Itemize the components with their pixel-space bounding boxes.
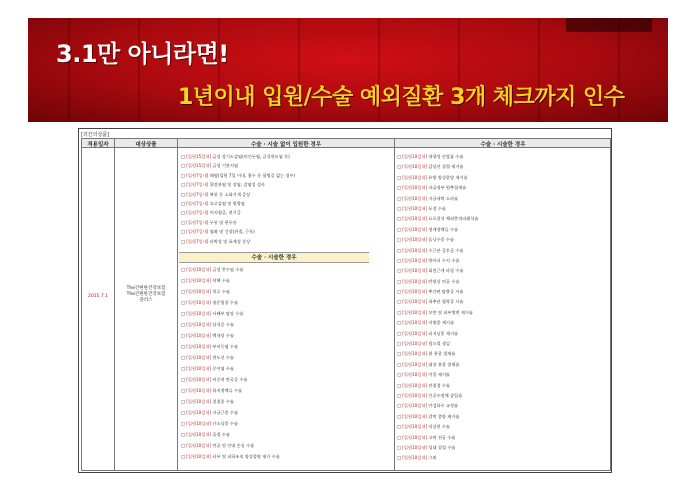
checkbox-icon: □ <box>397 413 403 419</box>
list-item <box>397 235 609 245</box>
checkbox-icon: □ <box>397 455 403 461</box>
checkbox-icon: □ <box>397 372 403 378</box>
list-item <box>397 391 609 401</box>
item-text: 관절경 수술 <box>428 382 450 388</box>
list-item <box>397 381 609 391</box>
item-text: 회전근개 파열 수술 <box>428 268 464 274</box>
item-text: 모반 및 피부병변 제거술 <box>428 309 473 315</box>
checkbox-icon: □ <box>181 210 187 216</box>
checkbox-icon: □ <box>397 309 403 315</box>
item-tag: [입원7일내] <box>186 210 209 216</box>
list-item <box>397 277 609 287</box>
item-text: 염좌 및 긴장(관절, 근육) <box>209 229 255 235</box>
item-text: 림프절 생검 <box>428 341 450 347</box>
checkbox-icon: □ <box>181 182 187 188</box>
item-tag: [입원10일내] <box>186 432 212 437</box>
list-item <box>397 173 609 183</box>
item-text: 연골 및 인대 손상 수술 <box>212 443 255 448</box>
checkbox-icon: □ <box>397 185 403 191</box>
item-tag: [입원10일내] <box>186 454 212 459</box>
item-tag: [입원10일내] <box>186 366 212 371</box>
table-caption: [의간의상품] <box>81 132 110 138</box>
product-line: 플러스 <box>139 298 153 303</box>
checkbox-icon: □ <box>397 174 403 180</box>
item-text: 요로감염 및 방광염 <box>209 200 245 206</box>
checkbox-icon: □ <box>397 444 403 450</box>
checkbox-icon: □ <box>181 443 187 448</box>
item-tag: [입원10일내] <box>186 355 212 360</box>
item-text: 두통 및 편두통 <box>209 219 237 225</box>
checkbox-icon: □ <box>181 410 187 415</box>
checkbox-icon: □ <box>181 191 187 197</box>
checkbox-icon: □ <box>181 311 187 316</box>
item-tag: [입원10일내] <box>402 330 428 336</box>
item-tag: [입원10일내] <box>402 361 428 367</box>
surgery-subheading: 수술 · 시술한 경우 <box>179 252 369 263</box>
checkbox-icon: □ <box>397 330 403 336</box>
list-item <box>397 297 609 307</box>
list-item <box>181 199 391 208</box>
item-tag: [입원10일내] <box>186 311 212 316</box>
item-text: 요로결석 체외충격파쇄석술 <box>428 216 479 222</box>
checkbox-icon: □ <box>397 205 403 211</box>
list-item <box>181 190 391 199</box>
item-tag: [입원10일내] <box>402 455 428 461</box>
item-text: 백내장 수술 <box>212 333 234 338</box>
checkbox-icon: □ <box>397 216 403 222</box>
checkbox-icon: □ <box>181 278 187 283</box>
checkbox-icon: □ <box>397 257 403 263</box>
item-text: 반월상 연골 수술 <box>428 278 460 284</box>
item-tag: [입원10일내] <box>402 216 428 222</box>
item-text: 포경 수술 <box>428 205 446 211</box>
item-text: 내향성 손발톱 수술 <box>428 154 464 159</box>
list-item <box>397 443 609 453</box>
item-text: 유방 양성종양 제거술 <box>428 174 468 180</box>
checkbox-icon: □ <box>397 392 403 398</box>
checkbox-icon: □ <box>397 361 403 367</box>
checkbox-icon: □ <box>181 322 187 327</box>
list-item <box>181 152 391 161</box>
item-tag: [입원10일내] <box>402 226 428 232</box>
item-text: 음낭수종 수술 <box>428 237 455 243</box>
list-item <box>181 180 391 189</box>
item-text: 안검하수 교정술 <box>428 403 459 409</box>
checkbox-icon: □ <box>181 344 187 349</box>
checkbox-icon: □ <box>397 382 403 388</box>
item-tag: [입원10일내] <box>402 341 428 347</box>
item-text: 하지정맥류 수술 <box>212 388 243 393</box>
item-text: 서혜부 탈장 수술 <box>212 311 244 316</box>
checkbox-icon: □ <box>181 289 187 294</box>
item-tag: [입원10일내] <box>186 333 212 338</box>
item-tag: [입원10일내] <box>402 268 428 274</box>
item-tag: [입원10일내] <box>402 392 428 398</box>
checkbox-icon: □ <box>181 267 187 272</box>
list-item <box>181 309 391 320</box>
item-tag: [입원7일내] <box>186 229 209 235</box>
checkbox-icon: □ <box>397 237 403 243</box>
checkbox-icon: □ <box>181 333 187 338</box>
item-tag: [입원10일내] <box>402 205 428 211</box>
item-text: 치핵 수술 <box>212 278 230 283</box>
list-item <box>181 397 391 408</box>
checkbox-icon: □ <box>397 341 403 347</box>
item-text: 익상편 수술 <box>428 424 450 430</box>
list-item <box>397 433 609 443</box>
checkbox-icon: □ <box>181 154 187 159</box>
product-line: The간편한건강보험 <box>126 286 166 291</box>
apply-date: 2015.7.1 <box>87 294 109 299</box>
checkbox-icon: □ <box>181 421 187 426</box>
checkbox-icon: □ <box>181 172 187 178</box>
item-tag: [입원15일내] <box>186 154 212 159</box>
item-tag: [입원10일내] <box>402 154 428 159</box>
item-text: 인공수정체 삽입술 <box>428 392 463 398</box>
item-tag: [입원10일내] <box>186 278 212 283</box>
item-tag: [입원10일내] <box>402 444 428 450</box>
item-tag: [입원10일내] <box>402 403 428 409</box>
checkbox-icon: □ <box>397 403 403 409</box>
list-item <box>397 194 609 204</box>
checkbox-icon: □ <box>397 351 403 357</box>
banner-title-line1: 3.1만 아니라면! <box>56 40 229 68</box>
item-tag: [입원10일내] <box>402 424 428 430</box>
list-item <box>181 430 391 441</box>
item-text: 대장 용종 절제술 <box>428 361 460 367</box>
checkbox-icon: □ <box>181 355 187 360</box>
item-tag: [입원7일내] <box>186 191 209 197</box>
item-text: 수근관 증후군 수술 <box>428 247 464 253</box>
checkbox-icon: □ <box>397 164 403 170</box>
item-tag: [입원10일내] <box>186 267 212 272</box>
item-tag: [입원10일내] <box>186 289 212 294</box>
item-tag: [입원10일내] <box>186 300 212 305</box>
item-tag: [입원10일내] <box>402 185 428 191</box>
item-text: 피지낭종 제거술 <box>428 330 459 336</box>
list-item <box>397 225 609 235</box>
checkbox-icon: □ <box>397 278 403 284</box>
list-item <box>181 171 391 180</box>
checkbox-icon: □ <box>397 424 403 430</box>
list-item <box>181 452 391 463</box>
item-text: 정계정맥류 수술 <box>428 226 459 232</box>
item-text: 자궁근종 수술 <box>212 410 239 415</box>
item-tag: [입원10일내] <box>402 164 428 170</box>
list-item <box>397 256 609 266</box>
product-line: The간편한건강보험 <box>126 292 166 297</box>
list-item <box>181 375 391 386</box>
list-item <box>181 237 391 246</box>
item-tag: [입원10일내] <box>186 443 212 448</box>
list-item <box>181 161 391 170</box>
checkbox-icon: □ <box>181 388 187 393</box>
item-text: 결절종 수술 <box>212 399 234 404</box>
item-text: 피부 및 피하조직 양성종양 제거 수술 <box>212 454 280 459</box>
list-item <box>181 208 391 217</box>
product-names <box>116 286 176 304</box>
checkbox-icon: □ <box>397 195 403 201</box>
list-item <box>181 419 391 430</box>
list-item <box>181 265 391 276</box>
checkbox-icon: □ <box>397 268 403 274</box>
checkbox-icon: □ <box>181 219 187 225</box>
checkbox-icon: □ <box>181 377 187 382</box>
item-tag: [입원10일내] <box>402 382 428 388</box>
item-text: 급성 기관지염 <box>212 163 239 169</box>
item-tag: [입원10일내] <box>402 434 428 440</box>
item-tag: [입원15일내] <box>186 163 212 169</box>
item-tag: [입원10일내] <box>402 309 428 315</box>
checkbox-icon: □ <box>397 247 403 253</box>
header-surgery: 수술 · 시술한 경우 <box>480 142 526 148</box>
list-item <box>397 349 609 359</box>
list-item <box>397 214 609 224</box>
item-text: 위장관염 및 장염, 감염성 설사 <box>209 182 265 188</box>
title-banner <box>28 18 668 122</box>
item-text: 복통 등 소화기계 증상 <box>209 191 251 197</box>
checkbox-icon: □ <box>397 289 403 295</box>
checkbox-icon: □ <box>181 432 187 437</box>
item-text: 부비동염 수술 <box>212 344 239 349</box>
item-text: 그외 <box>428 455 437 461</box>
item-text: 위 용종 절제술 <box>428 351 456 357</box>
item-text: 척추관 협착증 시술 <box>428 299 464 305</box>
item-text: 비중격 만곡증 수술 <box>212 377 248 382</box>
item-tag: [입원10일내] <box>402 372 428 378</box>
table-body <box>81 148 611 471</box>
item-text: 지방종 제거술 <box>428 320 455 326</box>
list-item <box>181 331 391 342</box>
list-item <box>181 386 391 397</box>
item-text: 담석증 수술 <box>212 322 234 327</box>
item-text: 항문열창 수술 <box>212 300 239 305</box>
list-item <box>397 422 609 432</box>
list-item <box>181 298 391 309</box>
list-item <box>397 339 609 349</box>
checkbox-icon: □ <box>397 226 403 232</box>
coverage-table <box>78 128 612 473</box>
surgery-list-mid <box>181 265 391 463</box>
item-tag: [입원10일내] <box>402 257 428 263</box>
item-text: 급성 충수염 수술 <box>212 267 244 272</box>
item-text: 골절 수술 <box>212 432 230 437</box>
item-tag: [입원7일내] <box>186 238 209 244</box>
checkbox-icon: □ <box>397 434 403 440</box>
list-item <box>397 204 609 214</box>
item-tag: [입원7일내] <box>186 182 209 188</box>
item-tag: [입원10일내] <box>186 399 212 404</box>
no-surgery-list <box>181 152 391 246</box>
checkbox-icon: □ <box>397 320 403 326</box>
item-text: 폐렴(입원 7일 이내, 흉수 등 합병증 없는 경우) <box>209 172 296 178</box>
item-tag: [입원10일내] <box>186 388 212 393</box>
item-tag: [입원10일내] <box>186 344 212 349</box>
checkbox-icon: □ <box>181 229 187 235</box>
item-tag: [입원7일내] <box>186 219 209 225</box>
item-text: 성대 결절 수술 <box>428 444 456 450</box>
item-tag: [입원10일내] <box>402 195 428 201</box>
checkbox-icon: □ <box>181 366 187 371</box>
list-item <box>397 401 609 411</box>
list-item <box>397 246 609 256</box>
item-tag: [입원10일내] <box>402 289 428 295</box>
item-tag: [입원10일내] <box>402 413 428 419</box>
list-item <box>181 441 391 452</box>
item-tag: [입원10일내] <box>402 237 428 243</box>
checkbox-icon: □ <box>181 163 187 169</box>
list-item <box>397 453 609 463</box>
item-text: 어지럼증, 현기증 <box>209 210 241 216</box>
item-tag: [입원10일내] <box>402 351 428 357</box>
item-tag: [입원10일내] <box>402 278 428 284</box>
list-item <box>397 318 609 328</box>
list-item <box>181 276 391 287</box>
item-tag: [입원7일내] <box>186 200 209 206</box>
list-item <box>181 353 391 364</box>
banner-title-line2: 1년이내 입원/수술 예외질환 3개 체크까지 인수 <box>178 85 625 110</box>
checkbox-icon: □ <box>181 238 187 244</box>
checkbox-icon: □ <box>181 399 187 404</box>
list-item <box>397 287 609 297</box>
item-tag: [입원10일내] <box>402 247 428 253</box>
item-tag: [입원10일내] <box>186 421 212 426</box>
banner-corner-mark <box>566 18 652 32</box>
item-text: 치루 수술 <box>212 289 230 294</box>
list-item <box>397 183 609 193</box>
item-text: 방아쇠 수지 수술 <box>428 257 460 263</box>
item-text: 난소낭종 수술 <box>212 421 239 426</box>
item-text: 자궁경부 원추절제술 <box>428 185 467 191</box>
item-text: 이물 제거술 <box>428 372 450 378</box>
item-text: 타박상 및 표재성 손상 <box>209 238 251 244</box>
list-item <box>181 227 391 236</box>
checkbox-icon: □ <box>397 299 403 305</box>
table-header-row <box>81 138 611 148</box>
header-date: 적용일자 <box>87 142 109 148</box>
header-no-surgery: 수술 · 시술 없이 입원한 경우 <box>250 142 322 148</box>
list-item <box>397 412 609 422</box>
list-item <box>181 218 391 227</box>
item-tag: [입원10일내] <box>402 320 428 326</box>
surgery-list-right <box>397 152 609 464</box>
list-item <box>181 342 391 353</box>
item-tag: [입원10일내] <box>186 322 212 327</box>
checkbox-icon: □ <box>181 200 187 206</box>
item-tag: [입원7일내] <box>186 172 209 178</box>
checkbox-icon: □ <box>397 154 403 159</box>
item-tag: [입원10일내] <box>186 377 212 382</box>
list-item <box>397 308 609 318</box>
item-text: 추간판 탈출증 시술 <box>428 289 464 295</box>
list-item <box>397 152 609 162</box>
list-item <box>181 287 391 298</box>
list-item <box>397 370 609 380</box>
list-item <box>181 408 391 419</box>
header-product: 대상상품 <box>135 142 157 148</box>
item-tag: [입원10일내] <box>186 410 212 415</box>
list-item <box>181 364 391 375</box>
item-tag: [입원10일내] <box>402 299 428 305</box>
list-item <box>181 320 391 331</box>
item-text: 결막 종양 제거술 <box>428 413 460 419</box>
item-text: 급성 상기도감염(비인두염, 급성편도염 등) <box>212 154 290 159</box>
item-tag: [입원10일내] <box>402 174 428 180</box>
list-item <box>397 360 609 370</box>
checkbox-icon: □ <box>181 454 187 459</box>
item-text: 자궁내막 소파술 <box>428 195 459 201</box>
item-text: 갑상선 결절 제거술 <box>428 164 464 170</box>
item-text: 편도선 수술 <box>212 355 234 360</box>
item-text: 고막 천공 수술 <box>428 434 456 440</box>
list-item <box>397 266 609 276</box>
checkbox-icon: □ <box>181 300 187 305</box>
list-item <box>397 329 609 339</box>
list-item <box>397 162 609 172</box>
item-text: 중이염 수술 <box>212 366 234 371</box>
